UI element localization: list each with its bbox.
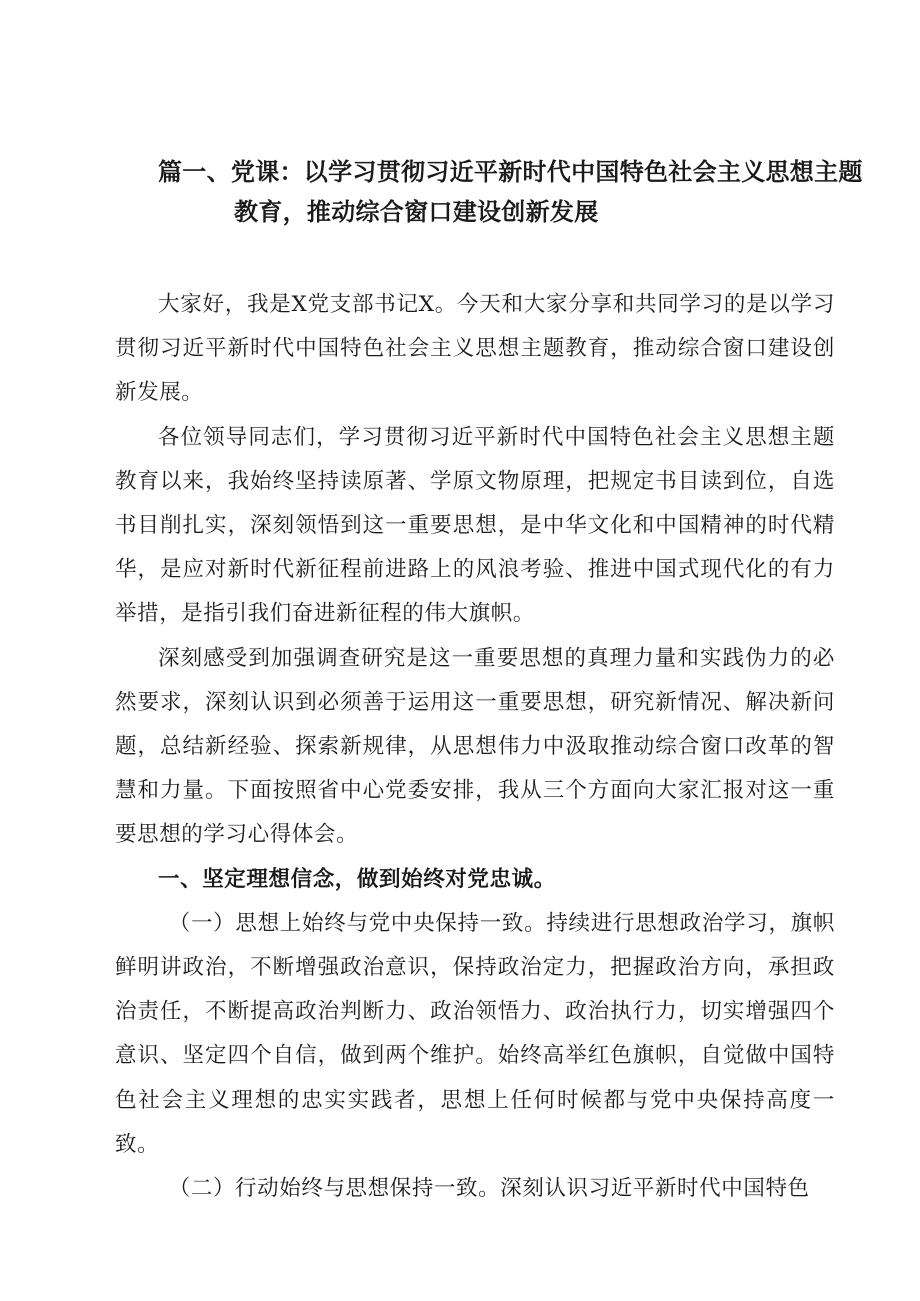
title-line-1: 篇一、党课：以学习贯彻习近平新时代中国特色社会主义思想主题 [158, 158, 863, 186]
title-line-2: 教育，推动综合窗口建设创新发展 [234, 198, 599, 226]
document-title [158, 152, 863, 232]
paragraph-research: 深刻感受到加强调查研究是这一重要思想的真理力量和实践伪力的必然要求，深刻认识到必须善于运用这一重要思想，研究新情况、解决新问题，总结新经验、探索新规律，从思想伟力中汲取推动综合窗口改革的智慧和力量。下面按照省中心党委安排，我从三个方面向大家汇报对这一重要思想的学习心得体会。 [115, 645, 835, 848]
paragraph-study: 各位领导同志们，学习贯彻习近平新时代中国特色社会主义思想主题教育以来，我始终坚持读原著、学原文物原理，把规定书目读到位，自选书目削扎实，深刻领悟到这一重要思想，是中华文化和中国精神的时代精华，是应对新时代新征程前进路上的风浪考验、推进中国式现代化的有力举措，是指引我们奋进新征程的伟大旗帜。 [115, 424, 835, 627]
paragraph-intro: 大家好，我是X党支部书记X。今天和大家分享和共同学习的是以学习贯彻习近平新时代中国特色社会主义思想主题教育，推动综合窗口建设创新发展。 [115, 292, 835, 406]
document-body [115, 283, 835, 1211]
section-heading-1: 一、坚定理想信念，做到始终对党忠诚。 [158, 866, 556, 892]
sub-paragraph-1: （一）思想上始终与党中央保持一致。持续进行思想政治学习，旗帜鲜明讲政治，不断增强政治意识，保持政治定力，把握政治方向，承担政治责任，不断提高政治判断力、政治领悟力、政治执行力，切实增强四个意识、坚定四个自信，做到两个维护。始终高举红色旗帜，自觉做中国特色社会主义理想的忠实实践者，思想上任何时候都与党中央保持高度一致。 [115, 910, 835, 1157]
sub-paragraph-2: （二）行动始终与思想保持一致。深刻认识习近平新时代中国特色 [168, 1176, 810, 1202]
